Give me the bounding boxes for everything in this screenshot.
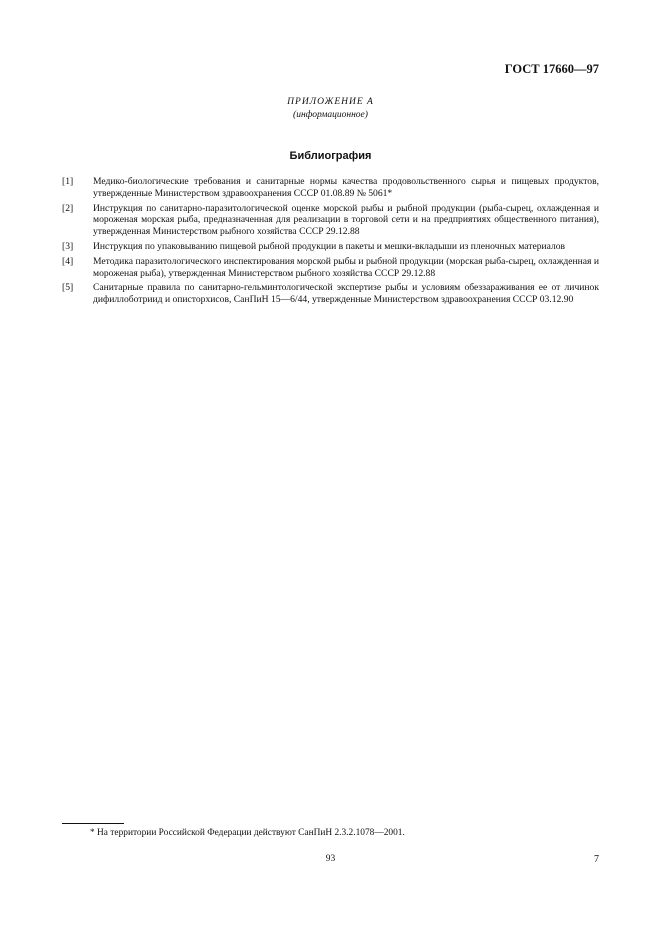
bibliography-list [62, 176, 599, 309]
ref-text: Инструкция по упаковыванию пищевой рыбной продукции в пакеты и мешки-вкладыши из пленочных материалов [93, 240, 566, 252]
ref-number: [4] [62, 255, 74, 267]
list-item [62, 256, 599, 280]
bibliography-title: Библиография [289, 150, 372, 162]
list-item [62, 241, 599, 253]
ref-number: [2] [62, 202, 74, 214]
page-number-right: 7 [594, 854, 599, 865]
annex-subtitle: (информационное) [293, 110, 368, 120]
list-item [62, 282, 599, 306]
ref-number: [5] [62, 282, 74, 294]
ref-text: Инструкция по санитарно-паразитологической оценке морской рыбы и рыбной продукции (рыба-сырец, охлажденная и мороженая морская рыба, предназначенная для реализации в торговой сети и на предприятиях общественного питания), утвержденная Министерством рыбного хозяйства СССР 29.12.88 [93, 202, 599, 238]
ref-text: Санитарные правила по санитарно-гельминтологической экспертизе рыбы и условиям обеззараживания ее от личинок дифиллоботриид и описторхисов, СанПиН 15—6/44, утвержденные Министерством здравоохранения СССР 03.12.90 [93, 282, 599, 306]
footnote: * На территории Российской Федерации действуют СанПиН 2.3.2.1078—2001. [90, 828, 405, 838]
ref-text: Медико-биологические требования и санитарные нормы качества продовольственного сырья и пищевых продуктов, утвержденные Министерством здравоохранения СССР 01.08.89 № 5061* [93, 176, 599, 199]
list-item [62, 176, 599, 200]
document-code: ГОСТ 17660—97 [504, 62, 599, 76]
ref-number: [1] [62, 176, 74, 187]
ref-number: [3] [62, 240, 74, 252]
annex-heading [0, 96, 661, 122]
page-number-center: 93 [325, 854, 336, 864]
annex-title: ПРИЛОЖЕНИЕ А [287, 97, 374, 107]
list-item [62, 203, 599, 238]
ref-text: Методика паразитологического инспектирования морской рыбы и рыбной продукции (морская рыба-сырец, охлажденная и мороженая рыба), утвержденная Министерством рыбного хозяйства СССР 29.12.88 [93, 255, 599, 279]
footnote-divider [62, 823, 124, 824]
